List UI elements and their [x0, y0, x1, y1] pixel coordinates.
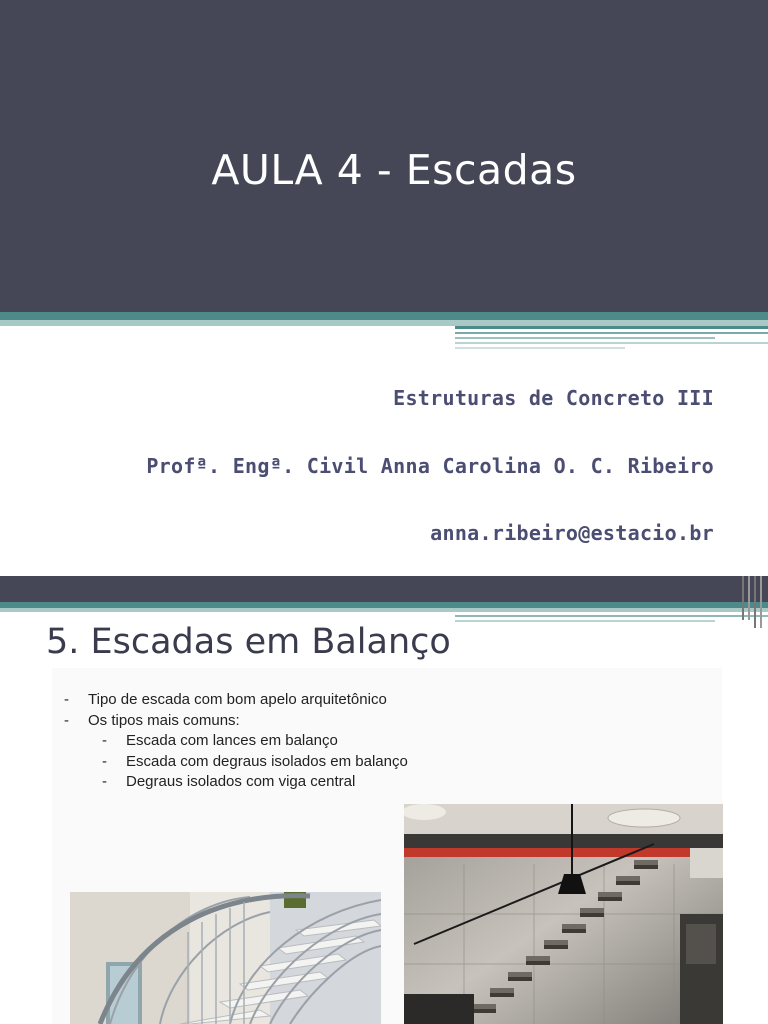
course-name: Estruturas de Concreto III	[393, 386, 714, 410]
professor-name: Profª. Engª. Civil Anna Carolina O. C. Ribeiro	[146, 454, 714, 478]
slide-title: AULA 4 - Escadas	[211, 146, 577, 194]
bullet-text: Degraus isolados com viga central	[126, 773, 356, 790]
spiral-staircase-photo	[70, 892, 381, 1024]
bullet-text: Escada com lances em balanço	[126, 732, 338, 749]
bullet-text: Escada com degraus isolados em balanço	[126, 752, 408, 770]
bullet-marker: -	[102, 752, 107, 770]
bullet-text: Tipo de escada com bom apelo arquitetônico	[88, 691, 387, 708]
email-address: anna.ribeiro@estacio.br	[430, 521, 714, 545]
sub-bullet-item	[64, 731, 408, 752]
bullet-list	[64, 690, 408, 793]
bullet-text: Os tipos mais comuns:	[88, 711, 240, 729]
sub-bullet-item	[64, 772, 408, 793]
bullet-marker: -	[64, 711, 69, 729]
bullet-item	[64, 711, 408, 732]
bullet-item	[64, 690, 408, 711]
section-title: 5. Escadas em Balanço	[46, 622, 451, 662]
bullet-marker: -	[102, 732, 107, 749]
floating-staircase-photo	[404, 804, 723, 1024]
sub-bullet-item	[64, 752, 408, 773]
decorative-stripes	[0, 312, 768, 362]
content-slide	[0, 576, 768, 1024]
bullet-marker: -	[64, 691, 69, 708]
bullet-marker: -	[102, 773, 107, 790]
